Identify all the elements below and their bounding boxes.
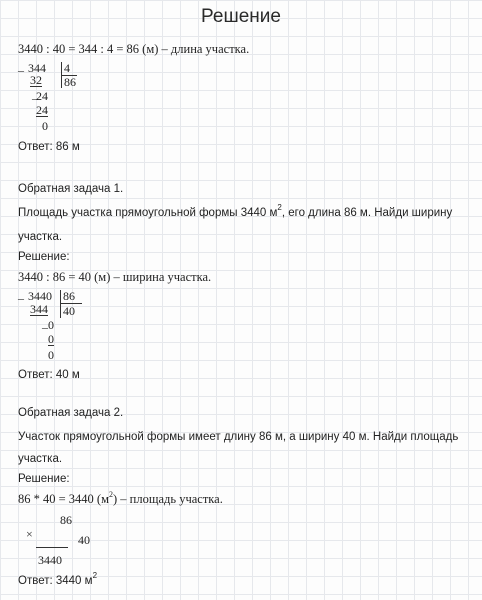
task-text: [18, 203, 453, 221]
task-text-part: , его длина 86 м. Найди ширину: [281, 207, 453, 219]
expression-part: ) – площадь участка.: [113, 492, 223, 506]
minus-sign: –: [18, 63, 24, 77]
long-division-1: [18, 62, 98, 132]
remainder: 0: [48, 318, 54, 332]
superscript: 2: [92, 571, 98, 580]
factor-a: 86: [60, 513, 72, 527]
answer: [18, 571, 98, 589]
product: 3440: [38, 553, 62, 567]
minus-sign: –: [32, 91, 38, 105]
expression-part: 86 * 40 = 3440 (м: [18, 492, 109, 506]
page-title: Решение: [201, 6, 281, 27]
answer: Ответ: 40 м: [18, 369, 80, 381]
remainder: 24: [36, 89, 48, 103]
task-text: Участок прямоугольной формы имеет длину 86 м, а ширину 40 м. Найди площадь: [18, 431, 459, 443]
answer-text: Ответ: 3440 м: [18, 575, 93, 587]
divisor: 86: [63, 289, 75, 303]
factor-b: 40: [78, 533, 90, 547]
multiplication-line: [36, 547, 68, 548]
solution-label: Решение:: [18, 473, 70, 485]
partial-product: 32: [30, 73, 42, 87]
superscript: 2: [109, 490, 113, 499]
remainder: 0: [42, 119, 48, 133]
division-bar: [61, 75, 77, 76]
remainder: 0: [48, 348, 54, 362]
task-text-part: Площадь участка прямоугольной формы 3440 м: [18, 207, 278, 219]
answer: Ответ: 86 м: [18, 141, 80, 153]
partial-product: 344: [30, 302, 48, 316]
divisor: 4: [64, 61, 70, 75]
solution-label: Решение:: [18, 251, 70, 263]
task-text: участка.: [18, 231, 63, 243]
partial-product: 24: [36, 103, 48, 117]
solution-expression: 3440 : 86 = 40 (м) – ширина участка.: [18, 270, 212, 284]
partial-product: 0: [48, 332, 54, 346]
task-text: участка.: [18, 453, 63, 465]
task-heading: Обратная задача 1.: [18, 183, 124, 195]
solution-expression: 3440 : 40 = 344 : 4 = 86 (м) – длина участка.: [18, 42, 250, 56]
minus-sign: –: [42, 320, 48, 334]
solution-expression: [18, 492, 223, 508]
column-multiplication: [22, 514, 92, 568]
quotient: 86: [64, 75, 76, 89]
division-bar: [60, 290, 61, 318]
quotient: 40: [63, 304, 75, 318]
superscript: 2: [277, 203, 282, 212]
multiply-sign: ×: [26, 527, 33, 541]
division-bar: [60, 303, 82, 304]
dividend: 344: [28, 61, 46, 75]
dividend: 3440: [28, 289, 52, 303]
minus-sign: –: [18, 291, 24, 305]
task-heading: Обратная задача 2.: [18, 407, 124, 419]
long-division-2: [18, 290, 108, 362]
